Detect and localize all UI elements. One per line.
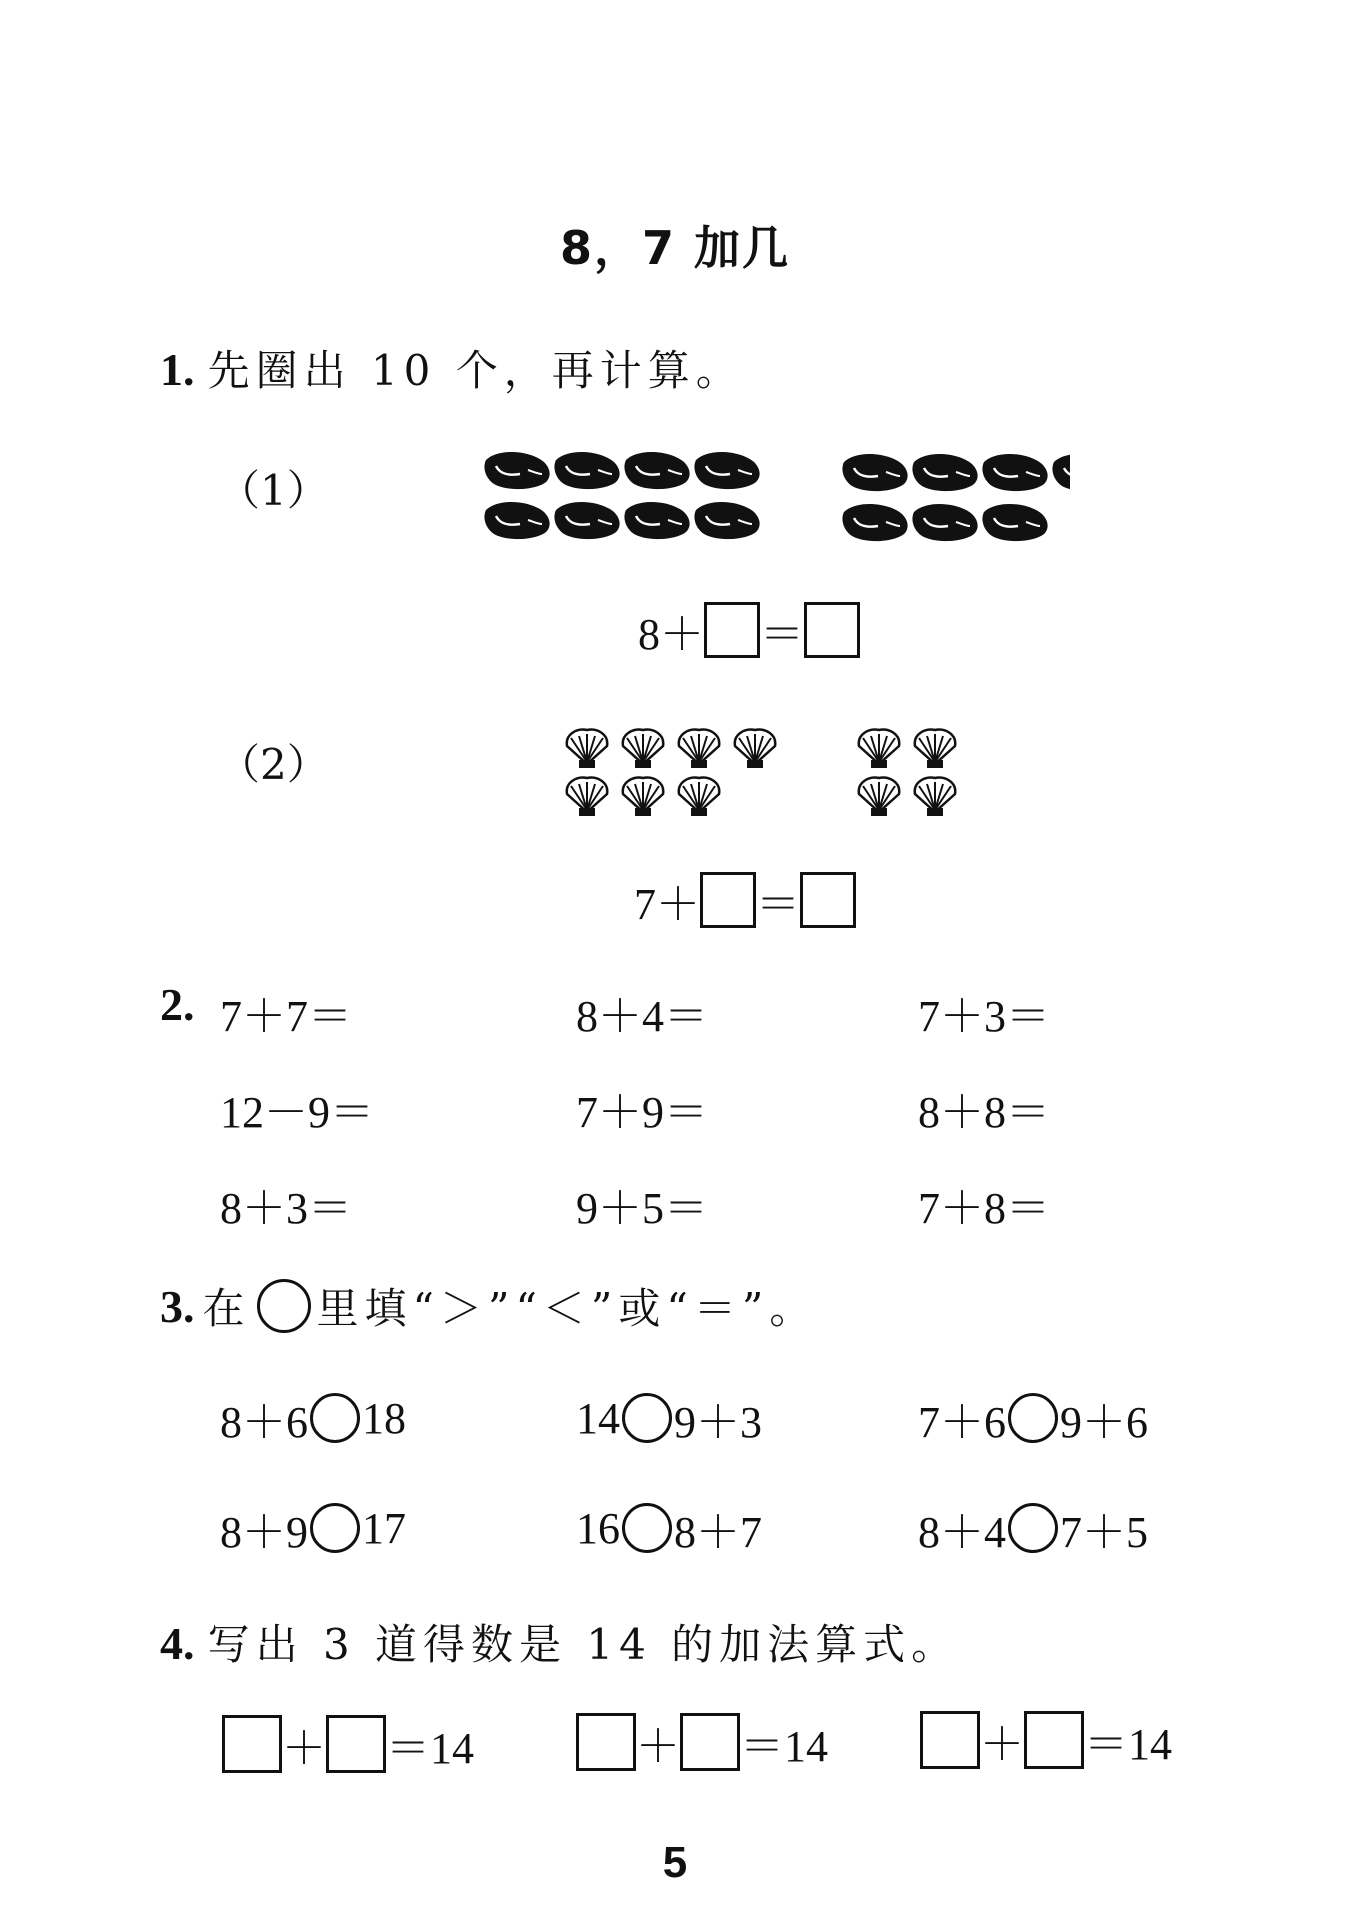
scallop-shell-icon	[679, 730, 719, 768]
q1-part2-answer-box-1[interactable]	[700, 872, 756, 928]
q3-comparison	[576, 1496, 762, 1560]
scallop-shell-icon	[567, 778, 607, 816]
conch-shell-icon	[694, 452, 759, 489]
question-3-heading	[160, 1276, 817, 1336]
page-number: 5	[662, 1838, 688, 1887]
q3-left-expr: 14	[576, 1393, 620, 1443]
q1-part2-eq-mid: ＝	[756, 880, 800, 929]
question-1-text: 先圈出 10 个，再计算。	[207, 346, 744, 395]
scallop-shell-icon	[915, 730, 955, 768]
question-4-text: 写出 3 道得数是 14 的加法算式。	[207, 1620, 960, 1669]
q3-answer-circle[interactable]	[310, 1503, 360, 1553]
conch-shell-icon	[624, 452, 689, 489]
q3-right-expr: 8＋7	[674, 1508, 762, 1557]
q4-plus: ＋	[282, 1724, 326, 1773]
q4-addend-box[interactable]	[326, 1715, 386, 1773]
question-2-number: 2.	[160, 979, 195, 1030]
q4-equation	[920, 1708, 1172, 1772]
q4-addend-box[interactable]	[680, 1713, 740, 1771]
question-1-heading	[160, 338, 744, 398]
scallop-shell-icon	[859, 778, 899, 816]
q3-comparison	[220, 1386, 406, 1450]
scallop-shell-icon	[623, 730, 663, 768]
q3-answer-circle[interactable]	[310, 1393, 360, 1443]
q3-comparison	[918, 1386, 1148, 1450]
scallop-shell-icon	[915, 778, 955, 816]
q1-part1-answer-box-1[interactable]	[704, 602, 760, 658]
q1-part2-label: （2）	[218, 740, 329, 789]
q4-addend-box[interactable]	[1024, 1711, 1084, 1769]
question-3-text-after: 里填“＞”“＜”或“＝”。	[316, 1284, 818, 1333]
conch-shell-icon	[842, 454, 907, 491]
conch-shell-icon	[694, 502, 759, 539]
scallop-shell-icon	[623, 778, 663, 816]
q3-right-expr: 7＋5	[1060, 1508, 1148, 1557]
q3-comparison	[220, 1496, 406, 1560]
q4-equation	[576, 1710, 828, 1774]
q2-item: 12－9＝	[220, 1088, 374, 1137]
q3-right-expr: 17	[362, 1503, 406, 1553]
q3-answer-circle[interactable]	[622, 1393, 672, 1443]
q3-right-expr: 9＋3	[674, 1398, 762, 1447]
q1-part2-equation	[634, 868, 856, 932]
q3-left-expr: 8＋9	[220, 1508, 308, 1557]
q1-part2-answer-box-2[interactable]	[800, 872, 856, 928]
conch-shell-icon	[1052, 454, 1070, 491]
q3-left-expr: 8＋6	[220, 1398, 308, 1447]
conch-shell-icon	[912, 454, 977, 491]
conch-shell-icon	[912, 504, 977, 541]
q1-part1-shells-figure	[470, 448, 1070, 558]
q4-result: ＝14	[386, 1724, 474, 1773]
q2-item: 7＋8＝	[918, 1184, 1050, 1233]
question-4-heading	[160, 1612, 959, 1672]
q1-part2-eq-start: 7＋	[634, 880, 700, 929]
q1-part1-label: （1）	[218, 466, 329, 515]
q1-part1-equation	[638, 598, 860, 662]
q2-item: 8＋3＝	[220, 1184, 352, 1233]
q3-right-expr: 18	[362, 1393, 406, 1443]
question-1-number: 1.	[160, 344, 195, 395]
q2-item: 7＋3＝	[918, 992, 1050, 1041]
q4-addend-box[interactable]	[920, 1711, 980, 1769]
scallop-shell-icon	[859, 730, 899, 768]
q3-answer-circle[interactable]	[622, 1503, 672, 1553]
scallop-shell-icon	[735, 730, 775, 768]
q1-part2-scallops-figure	[555, 722, 1005, 822]
q4-plus: ＋	[980, 1720, 1024, 1769]
q2-item: 8＋4＝	[576, 992, 708, 1041]
question-3-number: 3.	[160, 1280, 195, 1332]
circle-symbol-icon	[257, 1279, 311, 1333]
q2-item: 9＋5＝	[576, 1184, 708, 1233]
q3-answer-circle[interactable]	[1008, 1393, 1058, 1443]
q4-result: ＝14	[1084, 1720, 1172, 1769]
conch-shell-icon	[484, 502, 549, 539]
q3-left-expr: 8＋4	[918, 1508, 1006, 1557]
conch-shell-icon	[982, 454, 1047, 491]
q3-left-expr: 7＋6	[918, 1398, 1006, 1447]
q3-left-expr: 16	[576, 1503, 620, 1553]
conch-shell-icon	[554, 452, 619, 489]
q3-answer-circle[interactable]	[1008, 1503, 1058, 1553]
q4-addend-box[interactable]	[222, 1715, 282, 1773]
conch-shell-icon	[982, 504, 1047, 541]
page-title: 8，7 加几	[559, 221, 791, 275]
q4-plus: ＋	[636, 1722, 680, 1771]
q4-addend-box[interactable]	[576, 1713, 636, 1771]
q3-right-expr: 9＋6	[1060, 1398, 1148, 1447]
q2-item: 8＋8＝	[918, 1088, 1050, 1137]
conch-shell-icon	[484, 452, 549, 489]
q2-item: 7＋9＝	[576, 1088, 708, 1137]
conch-shell-icon	[842, 504, 907, 541]
q1-part1-answer-box-2[interactable]	[804, 602, 860, 658]
q3-comparison	[918, 1496, 1148, 1560]
q2-item: 7＋7＝	[220, 992, 352, 1041]
scallop-shell-icon	[567, 730, 607, 768]
conch-shell-icon	[554, 502, 619, 539]
q3-comparison	[576, 1386, 762, 1450]
q4-equation	[222, 1712, 474, 1776]
question-4-number: 4.	[160, 1618, 195, 1669]
scallop-shell-icon	[679, 778, 719, 816]
q4-result: ＝14	[740, 1722, 828, 1771]
conch-shell-icon	[624, 502, 689, 539]
q1-part1-eq-mid: ＝	[760, 610, 804, 659]
q1-part1-eq-start: 8＋	[638, 610, 704, 659]
question-3-text-before: 在	[202, 1284, 251, 1333]
